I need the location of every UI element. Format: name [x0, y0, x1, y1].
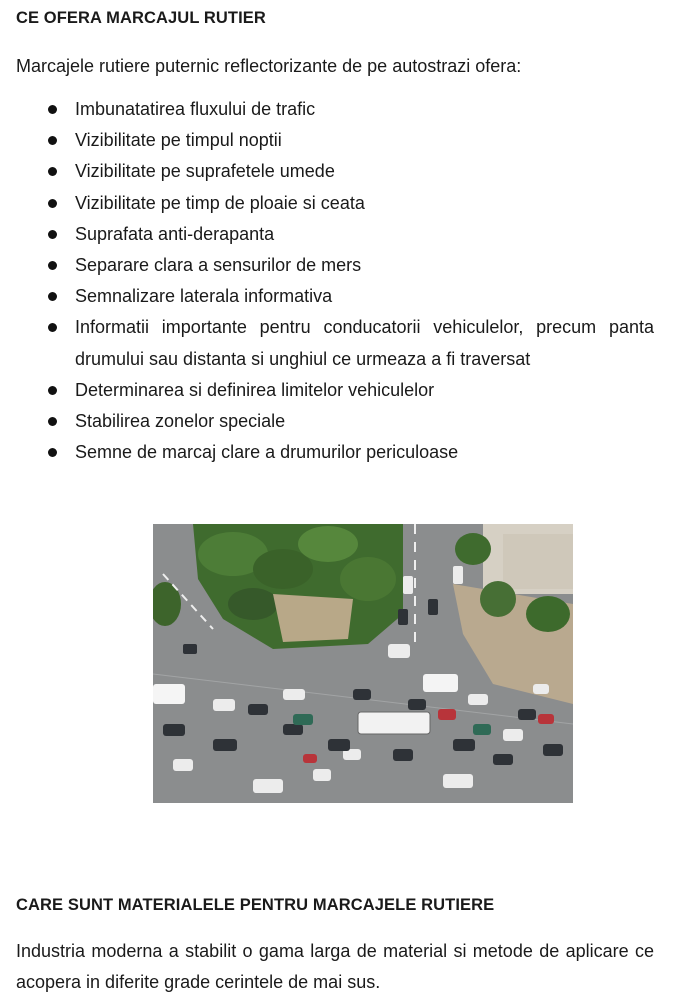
- list-item: Separare clara a sensurilor de mers: [0, 250, 686, 281]
- bullet-icon: [48, 105, 57, 114]
- bullet-icon: [48, 230, 57, 239]
- bullet-icon: [48, 261, 57, 270]
- list-item: Stabilirea zonelor speciale: [0, 406, 686, 437]
- list-item: Vizibilitate pe suprafetele umede: [0, 156, 686, 187]
- list-item: Determinarea si definirea limitelor vehiculelor: [0, 375, 686, 406]
- list-item: Semnalizare laterala informativa: [0, 281, 686, 312]
- list-item: Imbunatatirea fluxului de trafic: [0, 94, 686, 125]
- traffic-intersection-photo: [153, 524, 573, 803]
- bullet-icon: [48, 136, 57, 145]
- bullet-icon: [48, 167, 57, 176]
- traffic-photo-illustration: [153, 524, 573, 803]
- bullet-icon: [48, 199, 57, 208]
- bullet-icon: [48, 448, 57, 457]
- bullet-icon: [48, 417, 57, 426]
- section-heading-benefits: CE OFERA MARCAJUL RUTIER: [16, 9, 266, 27]
- benefits-list: [0, 94, 686, 468]
- list-item: Vizibilitate pe timpul noptii: [0, 125, 686, 156]
- intro-paragraph: Marcajele rutiere puternic reflectorizante de pe autostrazi ofera:: [16, 56, 522, 76]
- bullet-icon: [48, 292, 57, 301]
- materials-paragraph: Industria moderna a stabilit o gama larga de material si metode de aplicare ce acopera in diferite grade cerintele de mai sus.: [16, 941, 654, 992]
- section-heading-materials: CARE SUNT MATERIALELE PENTRU MARCAJELE RUTIERE: [16, 896, 495, 914]
- list-item: Informatii importante pentru conducatorii vehiculelor, precum panta drumului sau distanta si unghiul ce urmeaza a fi traversat: [0, 312, 686, 374]
- list-item: Semne de marcaj clare a drumurilor periculoase: [0, 437, 686, 468]
- list-item: Suprafata anti-derapanta: [0, 219, 686, 250]
- bullet-icon: [48, 386, 57, 395]
- list-item: Vizibilitate pe timp de ploaie si ceata: [0, 188, 686, 219]
- bullet-icon: [48, 323, 57, 332]
